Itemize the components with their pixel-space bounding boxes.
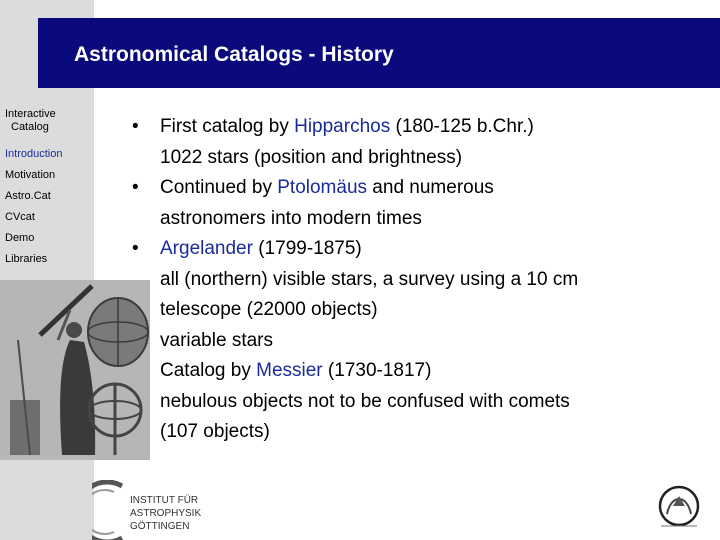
sidebar-item-cvcat[interactable]: CVcat <box>5 211 35 223</box>
sidebar-item-libraries[interactable]: Libraries <box>5 253 48 265</box>
bullet-messier <box>132 356 717 387</box>
bullet-text: First catalog by <box>160 116 295 137</box>
bullet-ptolomaeus <box>132 173 717 204</box>
bullet-text: Continued by <box>160 177 278 198</box>
sidebar-item-motivation[interactable]: Motivation <box>5 169 56 181</box>
link-messier[interactable]: Messier <box>256 360 323 381</box>
bullet-hipparchos <box>132 112 717 143</box>
link-argelander[interactable]: Argelander <box>160 238 253 259</box>
bullet-icon: • <box>132 238 139 259</box>
title-bar <box>38 18 720 88</box>
logo-line2: ASTROPHYSIK <box>130 508 202 519</box>
sidebar-heading-line2: Catalog <box>11 121 49 133</box>
sidebar-heading-line1: Interactive <box>5 108 56 120</box>
sidebar-item-demo[interactable]: Demo <box>5 232 35 244</box>
sidebar-heading <box>5 108 94 134</box>
bullet-continuation: nebulous objects not to be confused with comets <box>160 390 570 412</box>
astronomer-telescope-image <box>0 280 150 460</box>
logo-line1: INSTITUT FÜR <box>130 495 199 506</box>
university-seal-icon <box>653 484 705 530</box>
sidebar-nav <box>0 108 94 266</box>
bullet-icon: • <box>132 177 139 198</box>
bullet-argelander <box>132 234 717 265</box>
slide-title: Astronomical Catalogs - History <box>74 43 394 66</box>
link-ptolomaeus[interactable]: Ptolomäus <box>277 177 368 198</box>
institute-logo <box>92 480 212 540</box>
bullet-text: (1730-1817) <box>322 360 432 381</box>
bullet-continuation: astronomers into modern times <box>160 207 422 229</box>
bullet-text: and numerous <box>367 177 494 198</box>
bullet-continuation: (107 objects) <box>160 421 270 442</box>
bullet-text: Catalog by <box>160 360 257 381</box>
bullet-continuation: variable stars <box>160 329 273 351</box>
slide-content <box>132 112 717 448</box>
logo-line3: GÖTTINGEN <box>130 521 190 532</box>
sidebar-item-astrocat[interactable]: Astro.Cat <box>5 190 51 202</box>
bullet-continuation: all (northern) visible stars, a survey using a 10 cm <box>160 268 579 290</box>
link-hipparchos[interactable]: Hipparchos <box>294 116 391 137</box>
bullet-continuation: telescope (22000 objects) <box>160 299 378 320</box>
bullet-text: (1799-1875) <box>252 238 362 259</box>
bullet-icon: • <box>132 116 139 137</box>
bullet-continuation: 1022 stars (position and brightness) <box>160 146 463 168</box>
bullet-text: (180-125 b.Chr.) <box>390 116 534 137</box>
sidebar-item-introduction[interactable]: Introduction <box>5 148 63 160</box>
